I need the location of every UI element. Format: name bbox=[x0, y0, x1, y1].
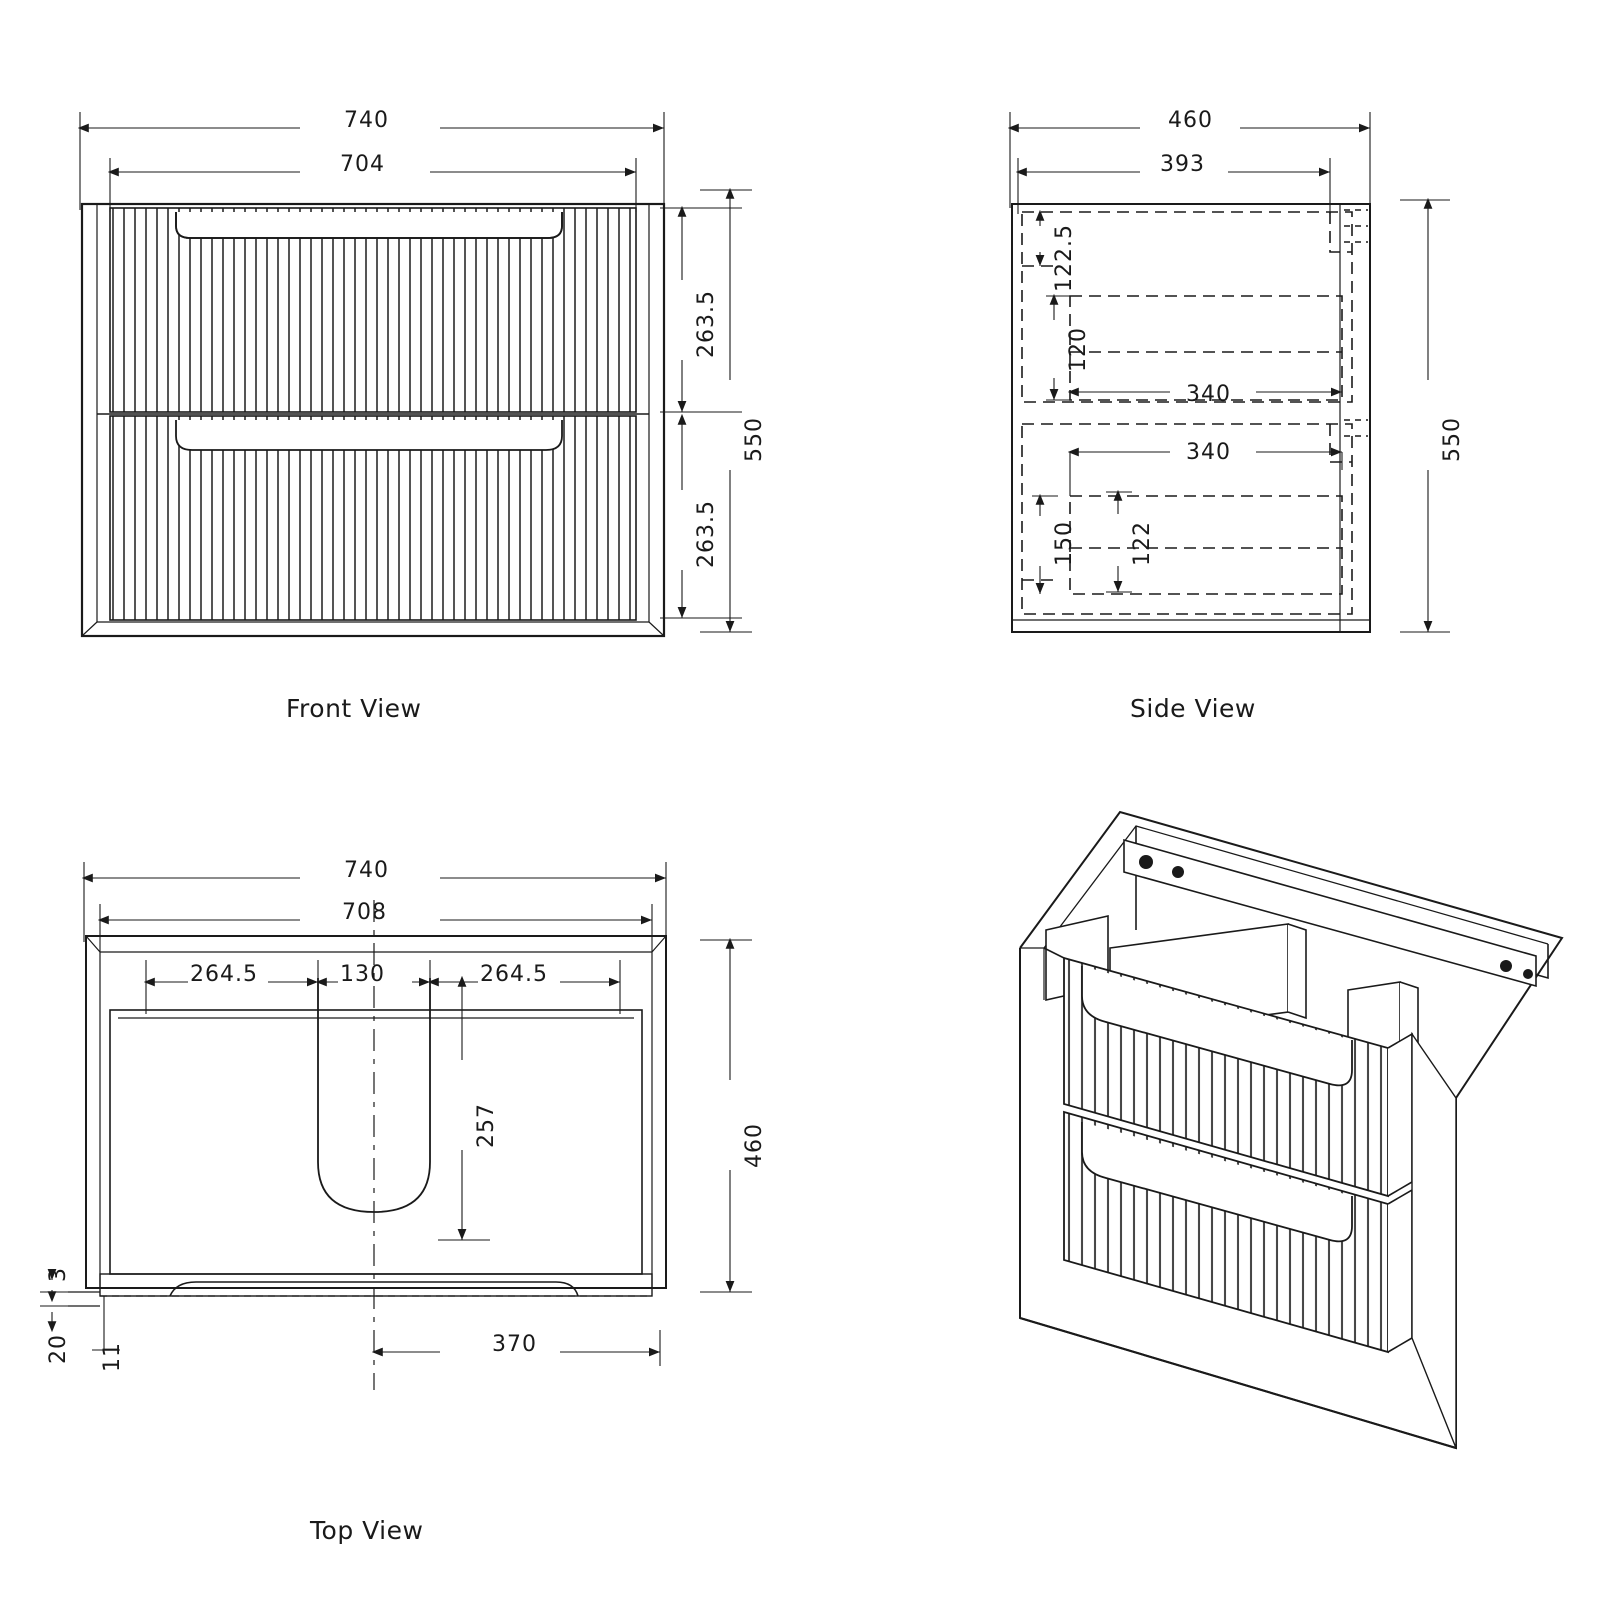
top-view-dimensions bbox=[40, 862, 752, 1366]
dim-top-cutout-257: 257 bbox=[474, 1103, 499, 1148]
dim-top-center-130: 130 bbox=[340, 962, 385, 987]
dim-top-width-740: 740 bbox=[344, 858, 389, 883]
dim-front-inner-704: 704 bbox=[340, 152, 385, 177]
dim-front-width-740: 740 bbox=[344, 108, 389, 133]
dim-side-height-550: 550 bbox=[1440, 417, 1465, 462]
dim-side-inner-393: 393 bbox=[1160, 152, 1205, 177]
dim-front-lower-263-5: 263.5 bbox=[694, 500, 719, 568]
side-view-title: Side View bbox=[1130, 694, 1256, 723]
dim-side-lower-depth-340: 340 bbox=[1186, 440, 1231, 465]
top-view-title: Top View bbox=[310, 1516, 424, 1545]
dim-side-lower-offset-150: 150 bbox=[1052, 521, 1077, 566]
dim-top-edge-3: 3 bbox=[46, 1267, 71, 1282]
dim-side-depth-460: 460 bbox=[1168, 108, 1213, 133]
dim-side-upper-depth-340: 340 bbox=[1186, 382, 1231, 407]
dim-side-lower-height-122: 122 bbox=[1130, 521, 1155, 566]
dim-top-right-264-5: 264.5 bbox=[480, 962, 548, 987]
iso-view-geometry bbox=[1020, 812, 1562, 1448]
dim-top-left-264-5: 264.5 bbox=[190, 962, 258, 987]
dim-top-inner-708: 708 bbox=[342, 900, 387, 925]
front-view-geometry bbox=[82, 204, 664, 636]
dim-top-depth-460: 460 bbox=[742, 1123, 767, 1168]
dim-side-upper-height-120: 120 bbox=[1066, 327, 1091, 372]
front-view-title: Front View bbox=[286, 694, 422, 723]
dim-front-height-550: 550 bbox=[742, 417, 767, 462]
dim-front-upper-263-5: 263.5 bbox=[694, 290, 719, 358]
dim-side-top-offset-122-5: 122.5 bbox=[1052, 224, 1077, 292]
dim-top-edge-20: 20 bbox=[46, 1334, 71, 1364]
dim-top-edge-11: 11 bbox=[100, 1342, 125, 1372]
dim-top-offset-370: 370 bbox=[492, 1332, 537, 1357]
